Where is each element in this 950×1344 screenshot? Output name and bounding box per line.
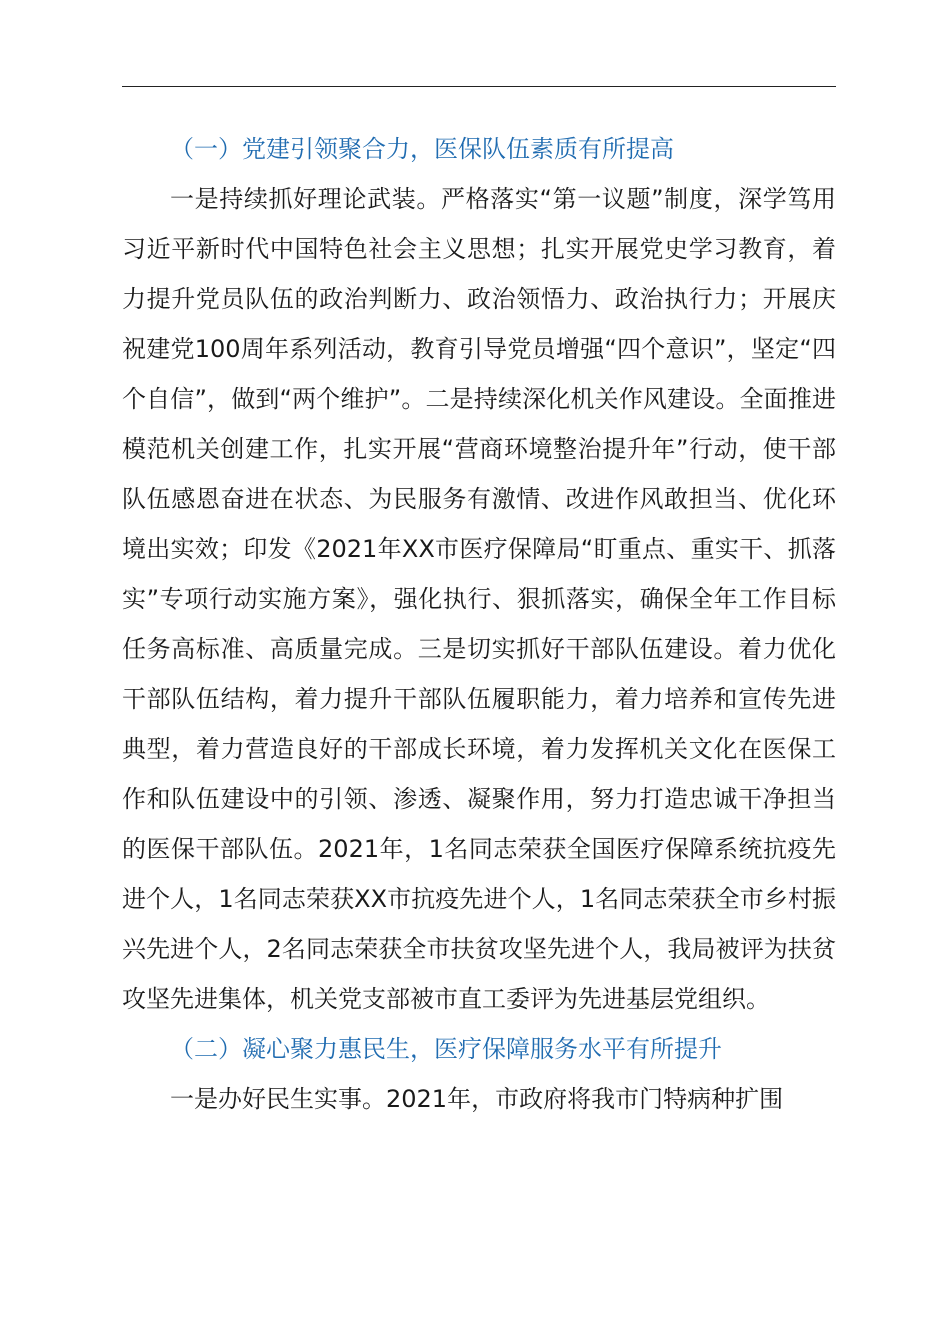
header-rule bbox=[122, 86, 836, 87]
section-2-paragraph: 一是办好民生实事。2021年，市政府将我市门特病种扩围 bbox=[170, 1085, 784, 1113]
section-1-paragraph: 一是持续抓好理论武装。严格落实“第一议题”制度，深学笃用习近平新时代中国特色社会主义思想；扎实开展党史学习教育，着力提升党员队伍的政治判断力、政治领悟力、政治执行力；开展庆祝建党100周年系列活动，教育引导党员增强“四个意识”，坚定“四个自信”，做到“两个维护”。二是持续深化机关作风建设。全面推进模范机关创建工作，扎实开展“营商环境整治提升年”行动，使干部队伍感恩奋进在状态、为民服务有激情、改进作风敢担当、优化环境出实效；印发《2021年XX市医疗保障局“盯重点、重实干、抓落实”专项行动实施方案》，强化执行、狠抓落实，确保全年工作目标任务高标准、高质量完成。三是切实抓好干部队伍建设。着力优化干部队伍结构，着力提升干部队伍履职能力，着力培养和宣传先进典型，着力营造良好的干部成长环境，着力发挥机关文化在医保工作和队伍建设中的引领、渗透、凝聚作用，努力打造忠诚干净担当的医保干部队伍。2021年，1名同志荣获全国医疗保障系统抗疫先进个人，1名同志荣获XX市抗疫先进个人，1名同志荣获全市乡村振兴先进个人，2名同志荣获全市扶贫攻坚先进个人，我局被评为扶贫攻坚先进集体，机关党支部被市直工委评为先进基层党组织。 bbox=[122, 185, 836, 1013]
section-2-heading: （二）凝心聚力惠民生，医疗保障服务水平有所提升 bbox=[170, 1035, 722, 1063]
document-body bbox=[122, 124, 836, 1124]
section-1-heading: （一）党建引领聚合力，医保队伍素质有所提高 bbox=[170, 135, 674, 163]
